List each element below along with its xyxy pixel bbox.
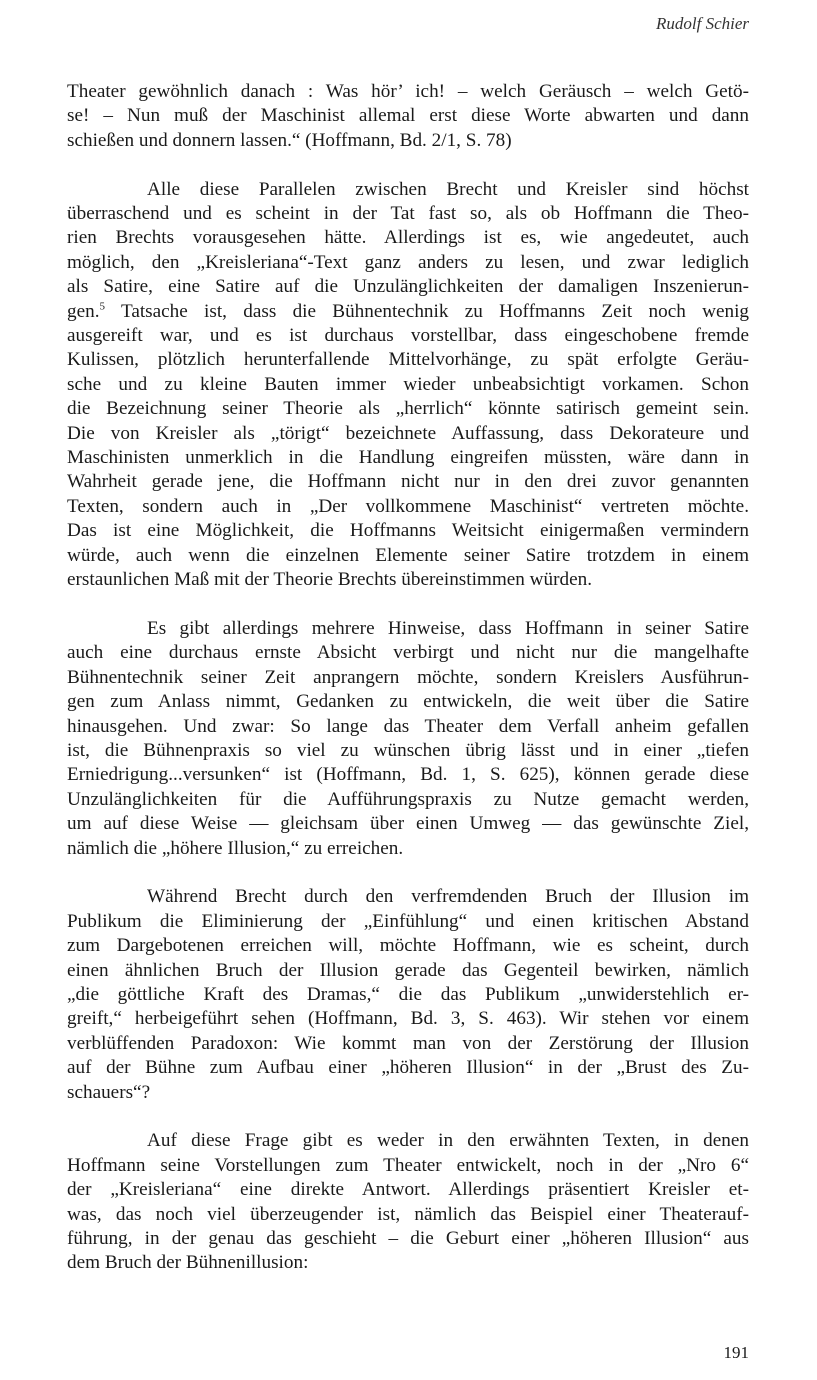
paragraph-3-line: Bühnentechnik seiner Zeit anprangern möchte, sondern Kreislers Ausführun-	[67, 666, 749, 688]
paragraph-2-line: sche und zu kleine Bauten immer wieder unbeabsichtigt vorkamen. Schon	[67, 373, 749, 395]
paragraph-3-line: hinausgehen. Und zwar: So lange das Theater dem Verfall anheim gefallen	[67, 715, 749, 737]
page-number: 191	[723, 1343, 749, 1362]
paragraph-1-line: se! – Nun muß der Maschinist allemal erst diese Worte abwarten und dann	[67, 105, 749, 127]
paragraph-2-line: Alle diese Parallelen zwischen Brecht und Kreisler sind höchst	[147, 178, 749, 200]
paragraph-3-line: Erniedrigung...versunken“ ist (Hoffmann, Bd. 1, S. 625), können gerade diese	[67, 764, 749, 786]
paragraph-2-line: Texten, sondern auch in „Der vollkommene Maschinist“ vertreten möchte.	[67, 495, 749, 517]
paragraph-2-line: die Bezeichnung seiner Theorie als „herrlich“ könnte satirisch gemeint sein.	[67, 398, 749, 420]
paragraph-5-line: führung, in der genau das geschieht – die Geburt einer „höheren Illusion“ aus	[67, 1228, 749, 1250]
line-tail: Tatsache ist, dass die Bühnentechnik zu Hoffmanns Zeit noch wenig	[105, 300, 749, 322]
running-head: Rudolf Schier	[655, 14, 749, 33]
paragraph-4-line: greift,“ herbeigeführt sehen (Hoffmann, Bd. 3, S. 463). Wir stehen vor einem	[67, 1008, 749, 1030]
paragraph-3-line: um auf diese Weise — gleichsam über einen Umweg — das gewünschte Ziel,	[67, 813, 749, 835]
paragraph-2-line: erstaunlichen Maß mit der Theorie Brechts übereinstimmen würden.	[67, 569, 593, 591]
line-head: gen.	[67, 300, 100, 322]
paragraph-2-line: rien Brechts vorausgesehen hätte. Allerdings ist es, wie angedeutet, auch	[67, 227, 749, 249]
paragraph-1-line: schießen und donnern lassen.“ (Hoffmann, Bd. 2/1, S. 78)	[67, 129, 512, 151]
paragraph-3-line: auch eine durchaus ernste Absicht verbirgt und nicht nur die mangelhafte	[67, 642, 749, 664]
paragraph-4-line: schauers“?	[67, 1081, 151, 1103]
paragraph-3-line: Unzulänglichkeiten für die Aufführungspraxis zu Nutze gemacht werden,	[67, 788, 749, 810]
paragraph-2-line: ausgereift war, und es ist durchaus vorstellbar, dass eingeschobene fremde	[67, 325, 749, 347]
paragraph-2-line: Wahrheit gerade jene, die Hoffmann nicht nur in den drei zuvor genannten	[67, 471, 749, 493]
paragraph-2-line: Die von Kreisler als „törigt“ bezeichnete Auffassung, dass Dekorateure und	[67, 422, 749, 444]
paragraph-3-line: gen zum Anlass nimmt, Gedanken zu entwickeln, die weit über die Satire	[67, 691, 749, 713]
paragraph-2-line: Maschinisten unmerklich in die Handlung eingreifen müssten, wäre dann in	[67, 447, 749, 469]
paragraph-2-line: Kulissen, plötzlich herunterfallende Mittelvorhänge, zu spät erfolgte Geräu-	[67, 349, 749, 371]
paragraph-4-line: Publikum die Eliminierung der „Einfühlung“ und einen kritischen Abstand	[67, 910, 749, 932]
paragraph-2-line: überraschend und es scheint in der Tat fast so, als ob Hoffmann die Theo-	[67, 203, 749, 225]
paragraph-2-line: als Satire, eine Satire auf die Unzulänglichkeiten der damaligen Inszenierun-	[67, 276, 749, 298]
paragraph-2-line: möglich, den „Kreisleriana“-Text ganz anders zu lesen, und zwar lediglich	[67, 251, 749, 273]
paragraph-3-line: Es gibt allerdings mehrere Hinweise, dass Hoffmann in seiner Satire	[147, 617, 749, 639]
paragraph-4-line: Während Brecht durch den verfremdenden Bruch der Illusion im	[147, 886, 749, 908]
paragraph-4-line: auf der Bühne zum Aufbau einer „höheren Illusion“ in der „Brust des Zu-	[67, 1057, 749, 1079]
paragraph-5-line: dem Bruch der Bühnenillusion:	[67, 1252, 309, 1274]
paragraph-2-line: würde, auch wenn die einzelnen Elemente seiner Satire trotzdem in einem	[67, 544, 749, 566]
paragraph-2-line-footnote	[67, 300, 749, 324]
footnote-marker[interactable]: 5	[99, 300, 106, 313]
paragraph-4-line: einen ähnlichen Bruch der Illusion gerade das Gegenteil bewirken, nämlich	[67, 959, 749, 981]
paragraph-5-line: der „Kreisleriana“ eine direkte Antwort. Allerdings präsentiert Kreisler et-	[67, 1179, 749, 1201]
body-text	[67, 80, 749, 1276]
paragraph-5-line: Hoffmann seine Vorstellungen zum Theater entwickelt, noch in der „Nro 6“	[67, 1154, 749, 1176]
paragraph-2-line: Das ist eine Möglichkeit, die Hoffmanns Weitsicht einigermaßen vermindern	[67, 520, 749, 542]
paragraph-1-line: Theater gewöhnlich danach : Was hör’ ich! – welch Geräusch – welch Getö-	[67, 81, 749, 102]
paragraph-5-line: Auf diese Frage gibt es weder in den erwähnten Texten, in denen	[147, 1130, 749, 1152]
paragraph-4-line: verblüffenden Paradoxon: Wie kommt man von der Zerstörung der Illusion	[67, 1032, 749, 1054]
paragraph-3-line: nämlich die „höhere Illusion,“ zu erreichen.	[67, 837, 404, 859]
paragraph-4-line: „die göttliche Kraft des Dramas,“ die das Publikum „unwiderstehlich er-	[67, 983, 749, 1005]
paragraph-3-line: ist, die Bühnenpraxis so viel zu wünschen übrig lässt und in einer „tiefen	[67, 739, 749, 761]
paragraph-4-line: zum Dargebotenen erreichen will, möchte Hoffmann, wie es scheint, durch	[67, 935, 749, 957]
paragraph-5-line: was, das noch viel überzeugender ist, nämlich das Beispiel einer Theaterauf-	[67, 1203, 749, 1225]
